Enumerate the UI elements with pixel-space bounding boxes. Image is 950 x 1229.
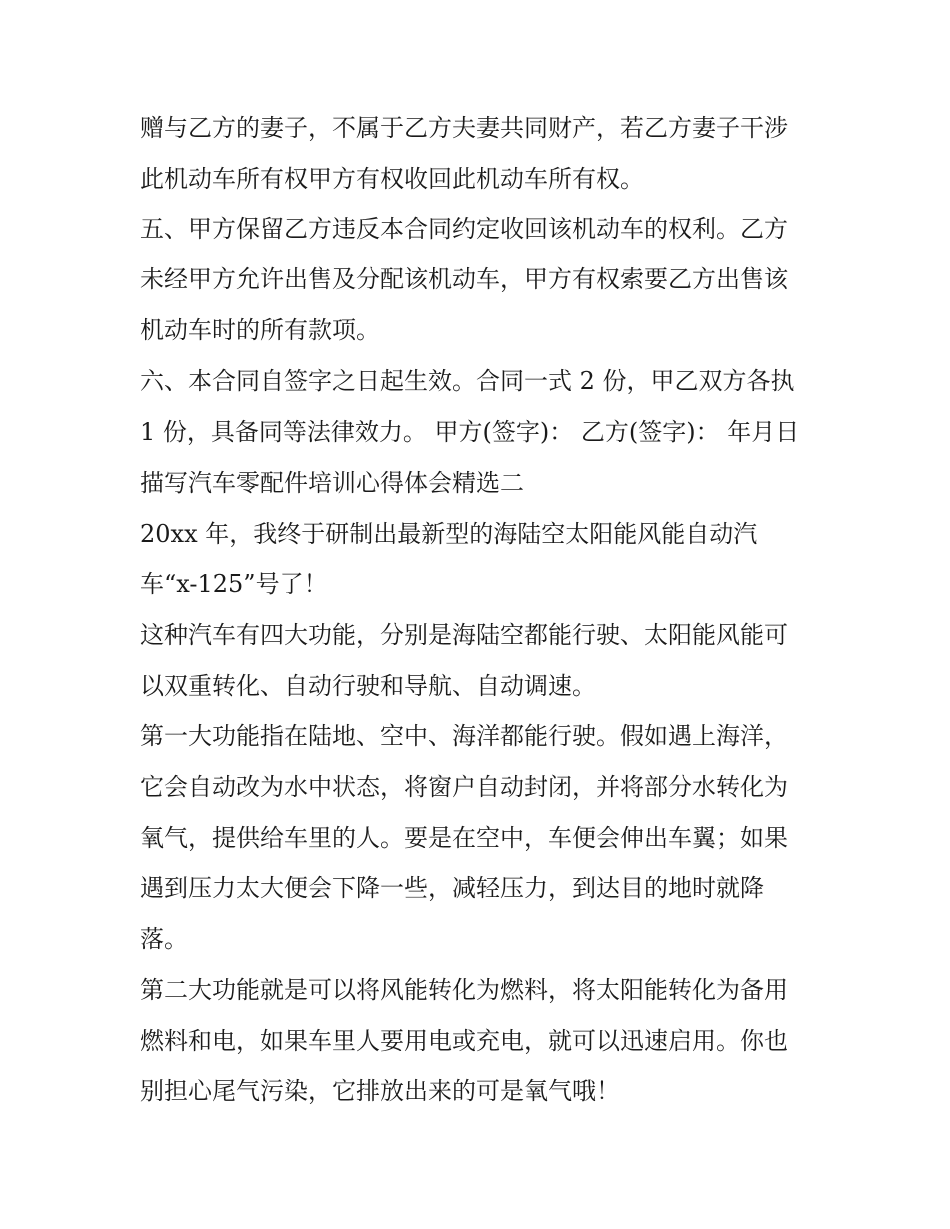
text-line: 别担心尾气污染，它排放出来的可是氧气哦！ xyxy=(140,1077,620,1105)
text-line: 此机动车所有权甲方有权收回此机动车所有权。 xyxy=(140,165,644,193)
text-line: 这种汽车有四大功能，分别是海陆空都能行驶、太阳能风能可 xyxy=(140,621,788,649)
text-line: 遇到压力太大便会下降一些，减轻压力，到达目的地时就降 xyxy=(140,874,764,902)
text-line: 落。 xyxy=(140,925,188,953)
text-line: 车“x-125”号了！ xyxy=(140,570,328,598)
text-line: 第二大功能就是可以将风能转化为燃料，将太阳能转化为备用 xyxy=(140,976,788,1004)
text-line: 六、本合同自签字之日起生效。合同一式 2 份，甲乙双方各执 xyxy=(140,367,795,395)
text-line: 1 份，具备同等法律效力。 甲方(签字)： 乙方(签字)： 年月日 xyxy=(140,418,800,446)
text-line: 以双重转化、自动行驶和导航、自动调速。 xyxy=(140,672,596,700)
text-line: 赠与乙方的妻子，不属于乙方夫妻共同财产，若乙方妻子干涉 xyxy=(140,114,788,142)
text-line: 燃料和电，如果车里人要用电或充电，就可以迅速启用。你也 xyxy=(140,1027,788,1055)
text-line: 机动车时的所有款项。 xyxy=(140,316,380,344)
section-heading: 描写汽车零配件培训心得体会精选二 xyxy=(140,469,524,497)
text-line: 氧气，提供给车里的人。要是在空中，车便会伸出车翼；如果 xyxy=(140,824,788,852)
text-line: 未经甲方允许出售及分配该机动车，甲方有权索要乙方出售该 xyxy=(140,265,788,293)
text-line: 它会自动改为水中状态，将窗户自动封闭，并将部分水转化为 xyxy=(140,773,788,801)
text-line: 五、甲方保留乙方违反本合同约定收回该机动车的权利。乙方 xyxy=(140,215,788,243)
text-line: 20xx 年，我终于研制出最新型的海陆空太阳能风能自动汽 xyxy=(140,520,758,548)
text-line: 第一大功能指在陆地、空中、海洋都能行驶。假如遇上海洋， xyxy=(140,722,788,750)
